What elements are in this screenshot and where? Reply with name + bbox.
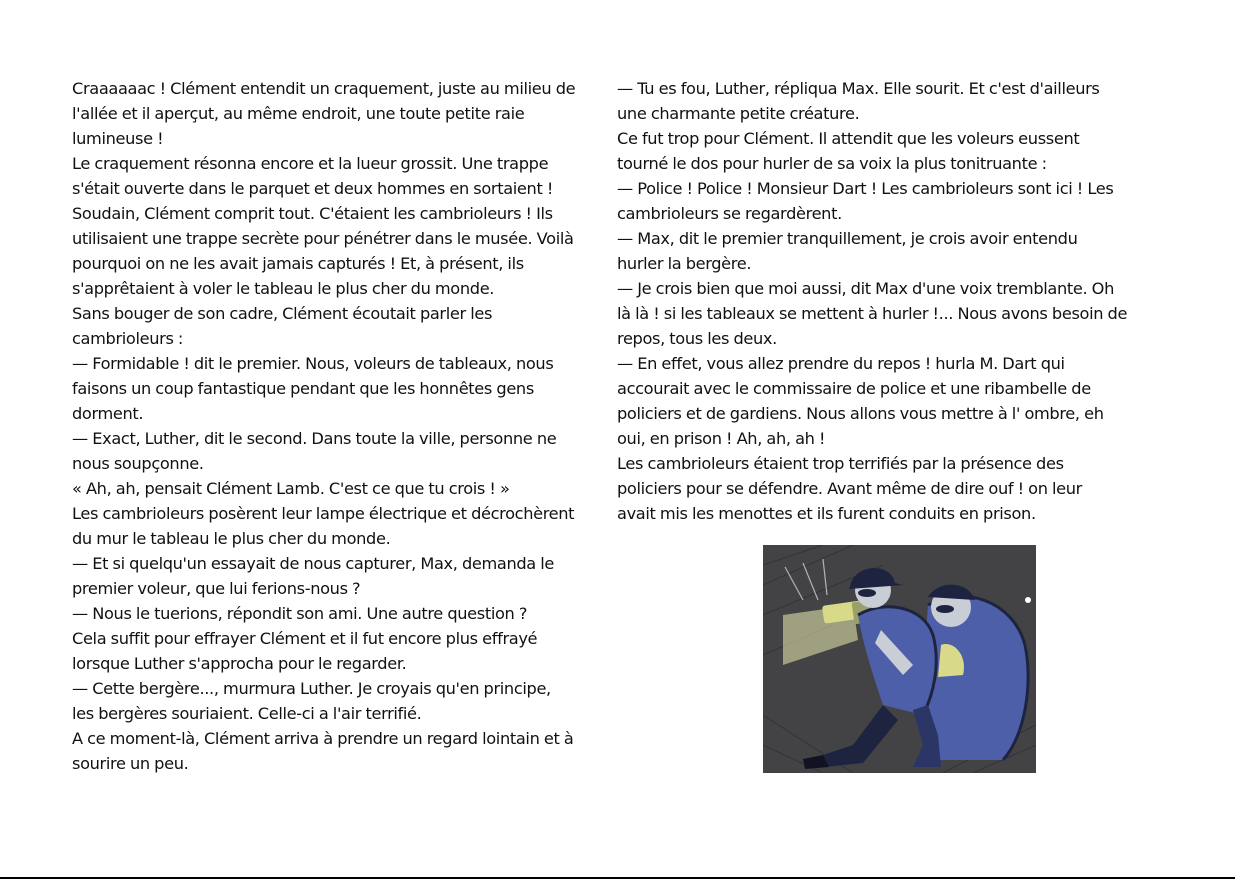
text-line: policiers et de gardiens. Nous allons vous mettre à l' ombre, eh: [617, 404, 1104, 423]
text-line: avait mis les menottes et ils furent conduits en prison.: [617, 504, 1036, 523]
left-text-column: [72, 76, 632, 776]
text-line: les bergères souriaient. Celle-ci a l'air terrifié.: [72, 704, 422, 723]
text-line: lumineuse !: [72, 129, 164, 148]
text-line: Cela suffit pour effrayer Clément et il fut encore plus effrayé: [72, 629, 538, 648]
text-line: Ce fut trop pour Clément. Il attendit que les voleurs eussent: [617, 129, 1080, 148]
text-line: s'était ouverte dans le parquet et deux hommes en sortaient !: [72, 179, 553, 198]
text-line: cambrioleurs se regardèrent.: [617, 204, 842, 223]
text-line: — Nous le tuerions, répondit son ami. Une autre question ?: [72, 604, 528, 623]
text-line: faisons un coup fantastique pendant que les honnêtes gens: [72, 379, 534, 398]
text-line: utilisaient une trappe secrète pour pénétrer dans le musée. Voilà: [72, 229, 574, 248]
right-text-column: [617, 76, 1177, 526]
text-line: hurler la bergère.: [617, 254, 752, 273]
text-line: pourquoi on ne les avait jamais capturés ! Et, à présent, ils: [72, 254, 524, 273]
text-line: s'apprêtaient à voler le tableau le plus cher du monde.: [72, 279, 495, 298]
text-line: Sans bouger de son cadre, Clément écoutait parler les: [72, 304, 493, 323]
text-line: oui, en prison ! Ah, ah, ah !: [617, 429, 826, 448]
text-line: l'allée et il aperçut, au même endroit, une toute petite raie: [72, 104, 525, 123]
text-line: Les cambrioleurs posèrent leur lampe électrique et décrochèrent: [72, 504, 575, 523]
text-line: — Max, dit le premier tranquillement, je crois avoir entendu: [617, 229, 1078, 248]
text-line: sourire un peu.: [72, 754, 189, 773]
text-line: — Cette bergère..., murmura Luther. Je croyais qu'en principe,: [72, 679, 551, 698]
text-line: — Formidable ! dit le premier. Nous, voleurs de tableaux, nous: [72, 354, 554, 373]
text-line: policiers pour se défendre. Avant même de dire ouf ! on leur: [617, 479, 1082, 498]
text-line: — Et si quelqu'un essayait de nous capturer, Max, demanda le: [72, 554, 555, 573]
text-line: — Police ! Police ! Monsieur Dart ! Les cambrioleurs sont ici ! Les: [617, 179, 1114, 198]
text-line: premier voleur, que lui ferions-nous ?: [72, 579, 361, 598]
text-line: du mur le tableau le plus cher du monde.: [72, 529, 391, 548]
burglars-illustration-icon: [763, 545, 1036, 773]
text-line: une charmante petite créature.: [617, 104, 860, 123]
text-line: cambrioleurs :: [72, 329, 184, 348]
text-line: Soudain, Clément comprit tout. C'étaient les cambrioleurs ! Ils: [72, 204, 553, 223]
text-line: Le craquement résonna encore et la lueur grossit. Une trappe: [72, 154, 549, 173]
text-line: — Je crois bien que moi aussi, dit Max d'une voix tremblante. Oh: [617, 279, 1114, 298]
text-line: accourait avec le commissaire de police et une ribambelle de: [617, 379, 1091, 398]
text-line: tourné le dos pour hurler de sa voix la plus tonitruante :: [617, 154, 1047, 173]
text-line: repos, tous les deux.: [617, 329, 777, 348]
text-line: Craaaaaac ! Clément entendit un craquement, juste au milieu de: [72, 79, 576, 98]
bottom-rule: [0, 877, 1235, 879]
text-line: là là ! si les tableaux se mettent à hurler !... Nous avons besoin de: [617, 304, 1128, 323]
burglars-illustration: [763, 545, 1036, 773]
text-line: — En effet, vous allez prendre du repos ! hurla M. Dart qui: [617, 354, 1065, 373]
text-line: lorsque Luther s'approcha pour le regarder.: [72, 654, 407, 673]
text-line: A ce moment-là, Clément arriva à prendre un regard lointain et à: [72, 729, 574, 748]
text-line: — Tu es fou, Luther, répliqua Max. Elle sourit. Et c'est d'ailleurs: [617, 79, 1100, 98]
text-line: dorment.: [72, 404, 144, 423]
text-line: nous soupçonne.: [72, 454, 204, 473]
text-line: Les cambrioleurs étaient trop terrifiés par la présence des: [617, 454, 1064, 473]
text-line: — Exact, Luther, dit le second. Dans toute la ville, personne ne: [72, 429, 557, 448]
text-line: « Ah, ah, pensait Clément Lamb. C'est ce que tu crois ! »: [72, 479, 510, 498]
